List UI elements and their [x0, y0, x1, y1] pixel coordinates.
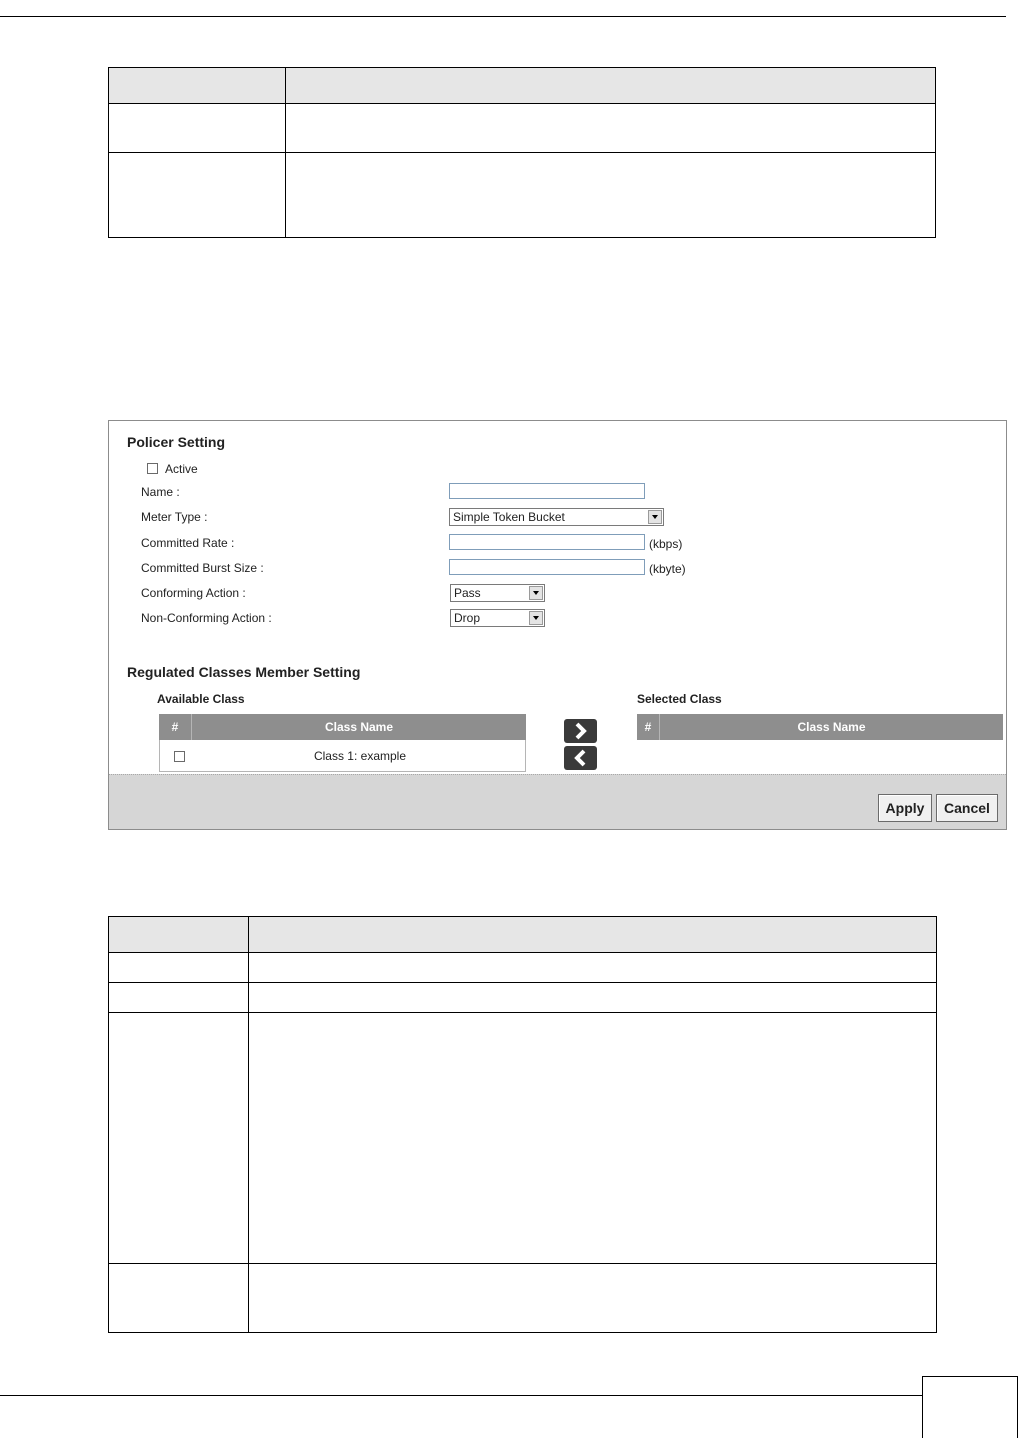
nonconforming-action-select[interactable]: [450, 609, 545, 627]
table-cell: [109, 1264, 249, 1333]
name-label: Name :: [141, 485, 180, 499]
table-header-cell: [109, 917, 249, 953]
active-checkbox[interactable]: [147, 463, 158, 474]
committed-burst-label: Committed Burst Size :: [141, 561, 264, 575]
table-cell: [109, 983, 249, 1013]
selected-class-header: [637, 714, 1003, 740]
nonconforming-action-label: Non-Conforming Action :: [141, 611, 272, 625]
regulated-classes-title: Regulated Classes Member Setting: [127, 664, 361, 680]
table-cell: [109, 104, 286, 153]
policer-setting-title: Policer Setting: [127, 434, 226, 450]
table-header-row: [109, 68, 936, 104]
table-row: [109, 153, 936, 238]
page-footer-rule: [0, 1395, 922, 1396]
table-cell: [249, 1013, 937, 1264]
bottom-description-table: [108, 916, 937, 1333]
column-header-hash: #: [159, 714, 192, 740]
conforming-action-value: Pass: [454, 586, 481, 600]
conforming-action-select[interactable]: [450, 584, 545, 602]
table-row: [109, 983, 937, 1013]
table-cell: [249, 1264, 937, 1333]
table-header-cell: [249, 917, 937, 953]
chevron-down-icon[interactable]: [648, 510, 662, 524]
committed-rate-input[interactable]: [449, 534, 645, 550]
table-row: [109, 953, 937, 983]
available-class-title: Available Class: [157, 692, 245, 706]
committed-burst-input[interactable]: [449, 559, 645, 575]
class-row-checkbox[interactable]: [174, 751, 185, 762]
top-description-table: [108, 67, 936, 238]
meter-type-label: Meter Type :: [141, 510, 208, 524]
table-row: [109, 1264, 937, 1333]
table-row: [109, 104, 936, 153]
page-header-rule: [0, 16, 1006, 17]
chevron-down-icon[interactable]: [529, 586, 543, 600]
table-header-cell: [109, 68, 286, 104]
active-label: Active: [165, 462, 198, 476]
policer-settings-panel: [108, 420, 1007, 830]
committed-rate-label: Committed Rate :: [141, 536, 235, 550]
table-cell: [109, 1013, 249, 1264]
class-name-cell: Class 1: example: [313, 749, 407, 763]
selected-class-title: Selected Class: [637, 692, 722, 706]
chevron-left-icon: [564, 746, 597, 770]
table-cell: [249, 983, 937, 1013]
cancel-button[interactable]: Cancel: [936, 794, 998, 822]
column-header-hash: #: [637, 714, 660, 740]
column-header-class-name: Class Name: [797, 720, 866, 734]
table-header-row: [109, 917, 937, 953]
panel-footer: [109, 774, 1006, 829]
table-cell: [286, 104, 936, 153]
chevron-down-icon[interactable]: [529, 611, 543, 625]
table-cell: [249, 953, 937, 983]
column-header-class-name: Class Name: [324, 720, 394, 734]
conforming-action-label: Conforming Action :: [141, 586, 246, 600]
meter-type-select[interactable]: [449, 508, 664, 526]
meter-type-value: Simple Token Bucket: [453, 510, 565, 524]
table-row: [109, 1013, 937, 1264]
page-number-box: [922, 1376, 1018, 1438]
table-header-cell: [286, 68, 936, 104]
apply-button[interactable]: Apply: [878, 794, 932, 822]
move-right-button[interactable]: [564, 719, 597, 743]
name-input[interactable]: [449, 483, 645, 499]
nonconforming-action-value: Drop: [454, 611, 481, 625]
table-cell: [109, 953, 249, 983]
table-cell: [286, 153, 936, 238]
table-row[interactable]: [159, 740, 526, 772]
table-cell: [109, 153, 286, 238]
move-left-button[interactable]: [564, 746, 597, 770]
chevron-right-icon: [564, 719, 597, 743]
committed-burst-unit: (kbyte): [649, 562, 686, 576]
committed-rate-unit: (kbps): [649, 537, 683, 551]
available-class-header: [159, 714, 526, 740]
